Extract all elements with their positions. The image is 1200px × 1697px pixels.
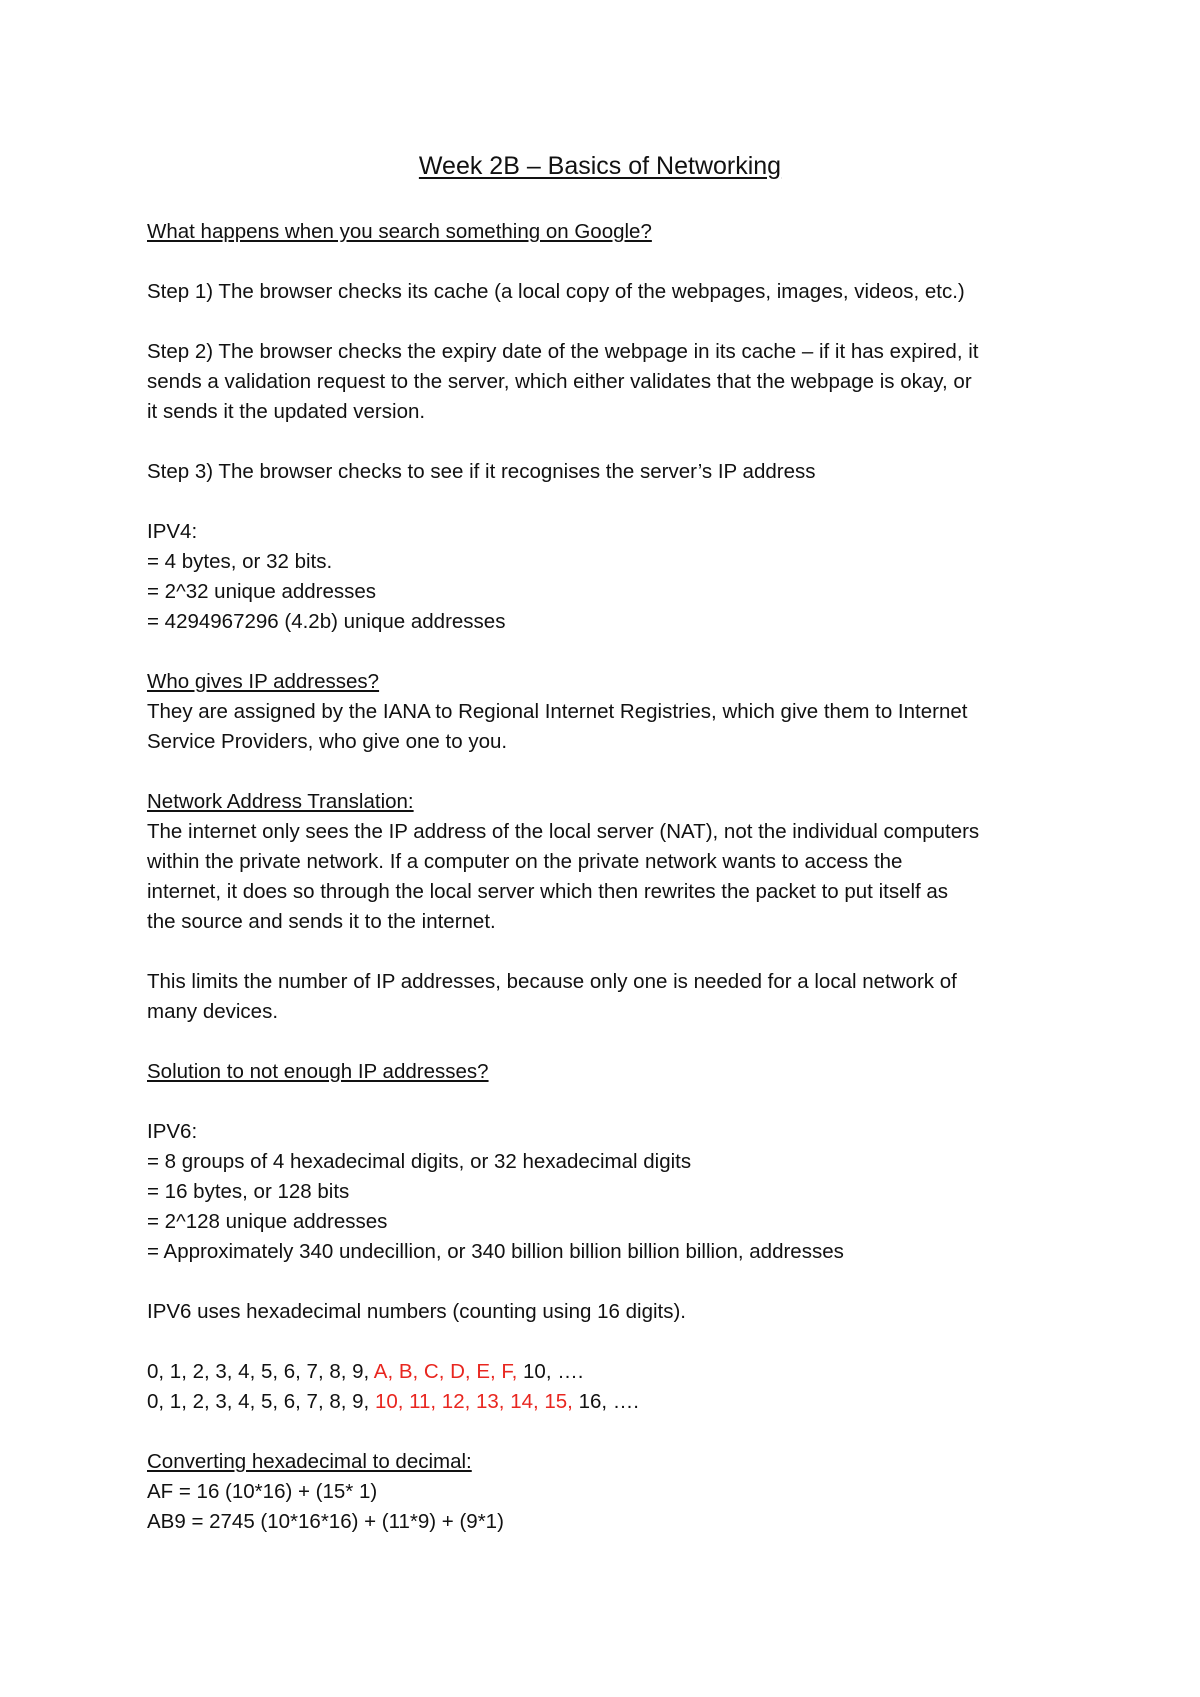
ipv4-line-1: = 4 bytes, or 32 bits. — [147, 550, 333, 573]
nat-line-1: The internet only sees the IP address of the local server (NAT), not the individual computers — [147, 820, 980, 843]
step-3: Step 3) The browser checks to see if it recognises the server’s IP address — [147, 460, 816, 483]
section-heading-converting: Converting hexadecimal to decimal: — [147, 1450, 472, 1473]
document-body — [147, 217, 1067, 1537]
dec-seq-suffix: 16, …. — [572, 1390, 639, 1413]
ipv6-line-4: = Approximately 340 undecillion, or 340 billion billion billion billion, addresses — [147, 1240, 844, 1263]
section-heading-nat: Network Address Translation: — [147, 790, 414, 813]
ipv6-heading: IPV6: — [147, 1120, 198, 1143]
nat-paragraph-2-line-2: many devices. — [147, 1000, 279, 1023]
ipv6-line-3: = 2^128 unique addresses — [147, 1210, 388, 1233]
hex-seq-suffix: 10, …. — [517, 1360, 584, 1383]
ipv6-uses-hex: IPV6 uses hexadecimal numbers (counting using 16 digits). — [147, 1300, 686, 1323]
section-heading-google: What happens when you search something on Google? — [147, 220, 652, 243]
decimal-digit-sequence — [147, 1387, 1067, 1417]
ipv4-heading: IPV4: — [147, 520, 198, 543]
hex-digit-sequence — [147, 1357, 1067, 1387]
section-heading-who-gives: Who gives IP addresses? — [147, 670, 380, 693]
ipv6-line-1: = 8 groups of 4 hexadecimal digits, or 32 hexadecimal digits — [147, 1150, 692, 1173]
ipv4-line-2: = 2^32 unique addresses — [147, 580, 377, 603]
step-2-line-1: Step 2) The browser checks the expiry date of the webpage in its cache – if it has expired, it — [147, 340, 979, 363]
who-line-1: They are assigned by the IANA to Regional Internet Registries, which give them to Internet — [147, 700, 968, 723]
ipv6-line-2: = 16 bytes, or 128 bits — [147, 1180, 350, 1203]
convert-example-2: AB9 = 2745 (10*16*16) + (11*9) + (9*1) — [147, 1510, 504, 1533]
who-line-2: Service Providers, who give one to you. — [147, 730, 508, 753]
section-heading-solution: Solution to not enough IP addresses? — [147, 1060, 489, 1083]
nat-paragraph-2-line-1: This limits the number of IP addresses, because only one is needed for a local network of — [147, 970, 957, 993]
convert-example-1: AF = 16 (10*16) + (15* 1) — [147, 1480, 378, 1503]
dec-seq-values: 10, 11, 12, 13, 14, 15, — [374, 1390, 573, 1413]
nat-line-3: internet, it does so through the local server which then rewrites the packet to put itself as — [147, 880, 949, 903]
dec-seq-prefix: 0, 1, 2, 3, 4, 5, 6, 7, 8, 9, — [147, 1390, 375, 1413]
step-2-line-2: sends a validation request to the server, which either validates that the webpage is okay, or — [147, 370, 972, 393]
ipv4-line-3: = 4294967296 (4.2b) unique addresses — [147, 610, 506, 633]
page-title: Week 2B – Basics of Networking — [418, 152, 782, 180]
nat-line-2: within the private network. If a computer on the private network wants to access the — [147, 850, 903, 873]
hex-seq-prefix: 0, 1, 2, 3, 4, 5, 6, 7, 8, 9, — [147, 1360, 374, 1383]
step-1: Step 1) The browser checks its cache (a local copy of the webpages, images, videos, etc.) — [147, 280, 965, 303]
nat-line-4: the source and sends it to the internet. — [147, 910, 496, 933]
step-2-line-3: it sends it the updated version. — [147, 400, 426, 423]
hex-seq-letters: A, B, C, D, E, F, — [373, 1360, 518, 1383]
